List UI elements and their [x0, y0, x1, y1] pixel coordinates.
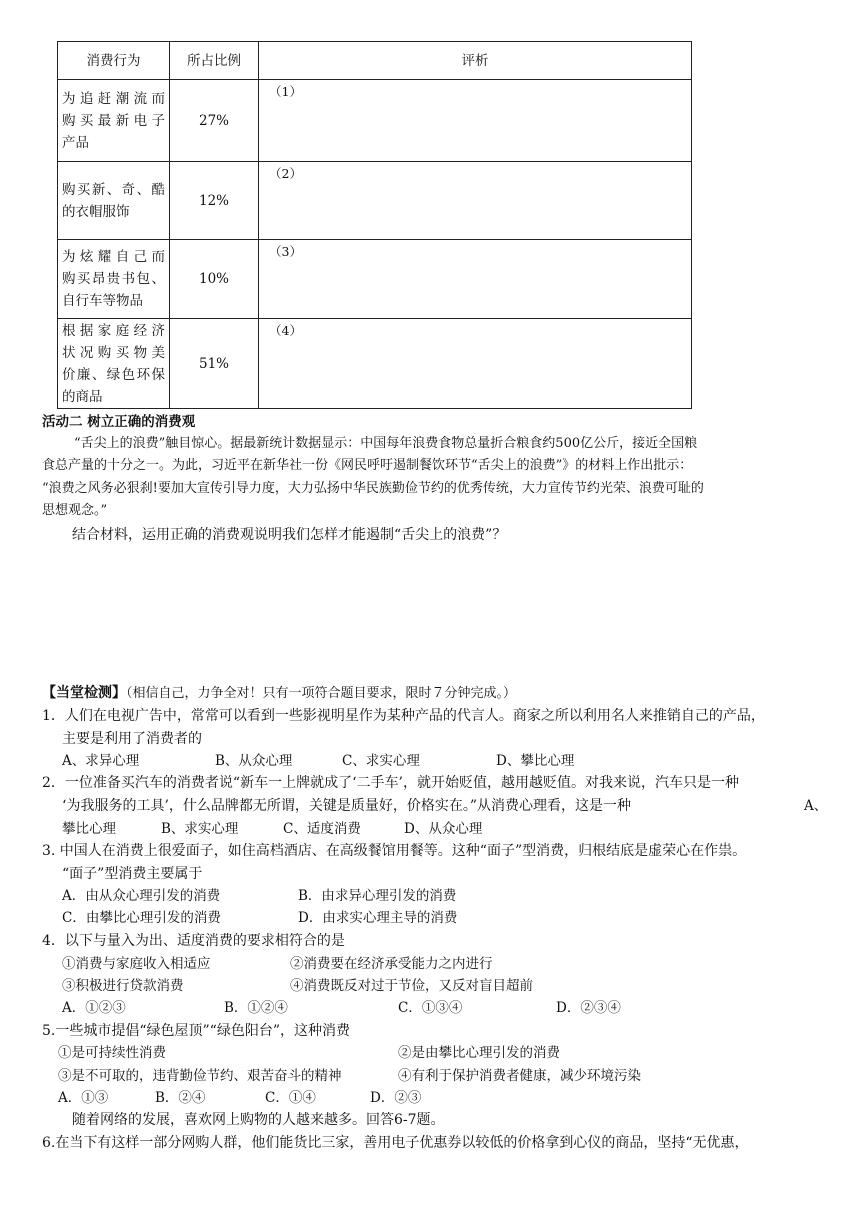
q4-option-d[interactable]: D．②③④: [556, 1000, 621, 1016]
test-instruction: （相信自己，力争全对！只有一项符合题目要求，限时７分钟完成。）: [126, 686, 517, 701]
q1-option-d[interactable]: D、攀比心理: [496, 753, 575, 769]
table-header-row: [58, 42, 692, 80]
material-line: “浪费之风务必狠刹!要加大宣传引导力度，大力弘扬中华民族勤俭节约的优秀传统，大力宣传节约光荣、浪费可耻的: [42, 481, 704, 496]
ratio-cell: 12%: [170, 162, 259, 240]
behavior-line: 自行车等物品: [62, 293, 143, 309]
behavior-cell: [58, 80, 170, 162]
q3-option-a[interactable]: A．由从众心理引发的消费: [62, 888, 221, 904]
behavior-line: 购买昂贵书包、: [62, 271, 165, 287]
material-line: “舌尖上的浪费”触目惊心。据最新统计数据显示：中国每年浪费食物总量折合粮食约500亿公斤，接近全国粮: [74, 436, 698, 451]
table-row: [58, 162, 692, 240]
material-line: 思想观念。”: [42, 503, 108, 518]
q3-option-b[interactable]: B．由求异心理引发的消费: [298, 888, 457, 904]
q2-option-d[interactable]: D、从众心理: [404, 821, 483, 837]
q2-stem: 2．一位准备买汽车的消费者说“新车一上牌就成了‘二手车’，就开始贬值，越用越贬值。对我来说，汽车只是一种: [42, 775, 739, 791]
q1-option-a[interactable]: A、求异心理: [62, 753, 140, 769]
q2-stem: ‘为我服务的工具’，什么品牌都无所谓，关键是质量好，价格实在。”从消费心理看，这是一种: [62, 798, 632, 814]
q4-option-a[interactable]: A．①②③: [62, 1000, 126, 1016]
behavior-cell: [58, 319, 170, 409]
q5-option-b[interactable]: B．②④: [155, 1090, 206, 1106]
q6-stem: 6.在当下有这样一部分网购人群，他们能货比三家，善用电子优惠券以较低的价格拿到心仪的商品，坚持“无优惠，: [42, 1135, 749, 1151]
q3-stem: 3. 中国人在消费上很爱面子，如住高档酒店、在高级餐馆用餐等。这种“面子”型消费，归根结底是虚荣心在作祟。: [42, 843, 747, 859]
behavior-cell: [58, 162, 170, 240]
ratio-cell: 51%: [170, 319, 259, 409]
q4-option-c[interactable]: C．①③④: [398, 1000, 463, 1016]
q4-statement-3: ③积极进行贷款消费: [62, 978, 184, 994]
behavior-line: 状况购买物美: [62, 344, 165, 361]
q3-option-c[interactable]: C．由攀比心理引发的消费: [62, 910, 221, 926]
q5-option-a[interactable]: A．①③: [58, 1090, 109, 1106]
q2-option-c[interactable]: C、适度消费: [283, 821, 361, 837]
q1-stem: 主要是利用了消费者的: [62, 731, 202, 747]
q5-statement-3: ③是不可取的，违背勤俭节约、艰苦奋斗的精神: [58, 1068, 342, 1084]
test-header: [42, 683, 516, 704]
behavior-line: 的衣帽服饰: [62, 203, 130, 220]
table-row: [58, 319, 692, 409]
q5-stem: 5.一些城市提倡“绿色屋顶”“绿色阳台”，这种消费: [42, 1023, 350, 1039]
ratio-cell: 10%: [170, 240, 259, 319]
behavior-line: 为追赶潮流而: [62, 90, 165, 107]
table-row: [58, 80, 692, 162]
activity-title: 活动二 树立正确的消费观: [42, 414, 196, 430]
behavior-line: 为炫耀自己而: [62, 249, 165, 265]
behavior-line: 购买新、奇、酷: [62, 181, 165, 198]
q5-statement-1: ①是可持续性消费: [58, 1045, 166, 1061]
q1-stem: 1．人们在电视广告中，常常可以看到一些影视明星作为某种产品的代言人。商家之所以利用名人来推销自己的产品，: [42, 708, 765, 724]
q5-statement-2: ②是由攀比心理引发的消费: [398, 1045, 560, 1061]
q3-stem: “面子”型消费主要属于: [62, 866, 203, 882]
behavior-cell: [58, 240, 170, 319]
q4-option-b[interactable]: B．①②④: [224, 1000, 288, 1016]
behavior-line: 产品: [62, 134, 89, 151]
consumption-survey-table: [57, 41, 692, 409]
q5-option-c[interactable]: C．①④: [265, 1090, 316, 1106]
q4-statement-2: ②消费要在经济承受能力之内进行: [290, 956, 493, 972]
q3-option-d[interactable]: D．由求实心理主导的消费: [298, 910, 458, 926]
behavior-line: 价廉、绿色环保: [62, 366, 165, 383]
header-comment: 评析: [259, 42, 692, 80]
table-row: [58, 240, 692, 319]
comment-cell[interactable]: （3）: [259, 240, 692, 319]
activity-question: 结合材料，运用正确的消费观说明我们怎样才能遏制“舌尖上的浪费”？: [72, 527, 507, 543]
comment-cell[interactable]: （2）: [259, 162, 692, 240]
header-ratio: 所占比例: [170, 42, 259, 80]
comment-cell[interactable]: （4）: [259, 319, 692, 409]
q2-option-a[interactable]: 攀比心理: [62, 821, 116, 837]
header-behavior: 消费行为: [58, 42, 170, 80]
q1-option-b[interactable]: B、从众心理: [215, 753, 293, 769]
q4-statement-4: ④消费既反对过于节俭，又反对盲目超前: [290, 978, 533, 994]
q5-statement-4: ④有利于保护消费者健康，减少环境污染: [398, 1068, 641, 1084]
behavior-line: 购买最新电子: [62, 112, 165, 129]
material-line: 食总产量的十分之一。为此，习近平在新华社一份《网民呼吁遏制餐饮环节“舌尖上的浪费”》的材料上作出批示：: [42, 458, 693, 473]
q2-option-a-letter[interactable]: A、: [804, 798, 828, 814]
behavior-line: 的商品: [62, 388, 103, 405]
q4-statement-1: ①消费与家庭收入相适应: [62, 956, 211, 972]
q5-option-d[interactable]: D．②③: [370, 1090, 422, 1106]
q6-7-intro: 随着网络的发展，喜欢网上购物的人越来越多。回答6-7题。: [72, 1112, 445, 1128]
ratio-cell: 27%: [170, 80, 259, 162]
q1-option-c[interactable]: C、求实心理: [342, 753, 420, 769]
behavior-line: 根据家庭经济: [62, 322, 165, 339]
comment-cell[interactable]: （1）: [259, 80, 692, 162]
test-heading: 【当堂检测】: [42, 685, 126, 701]
q4-stem: 4．以下与量入为出、适度消费的要求相符合的是: [42, 933, 345, 949]
q2-option-b[interactable]: B、求实心理: [161, 821, 239, 837]
